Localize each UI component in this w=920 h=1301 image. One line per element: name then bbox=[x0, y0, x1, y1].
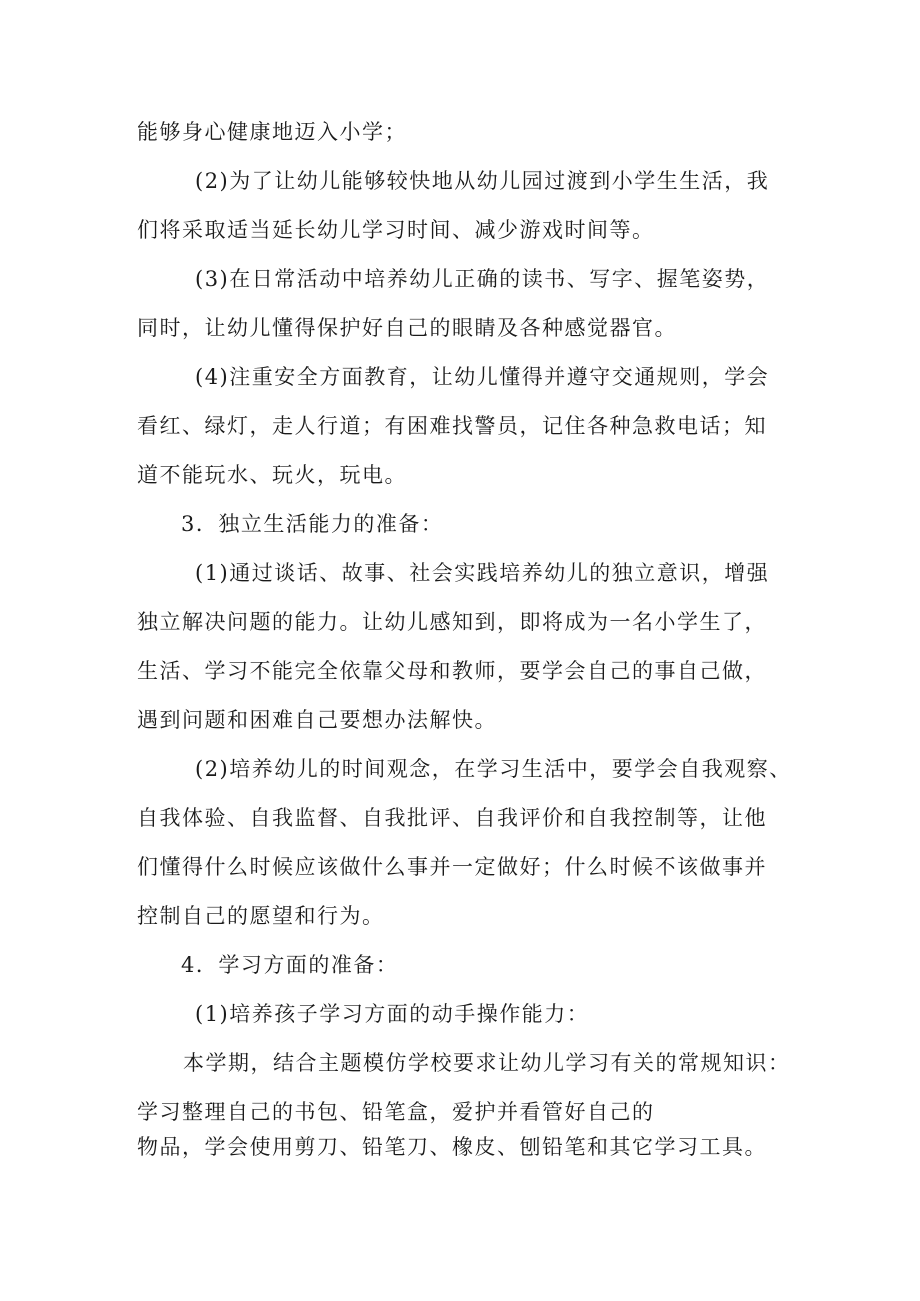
text-line: 控制自己的愿望和行为。 bbox=[137, 904, 385, 928]
text-line: 遇到问题和困难自己要想办法解快。 bbox=[137, 708, 497, 732]
text-line: 物品，学会使用剪刀、铅笔刀、橡皮、刨铅笔和其它学习工具。 bbox=[137, 1135, 767, 1159]
text-line: 看红、绿灯，走人行道；有困难找警员，记住各种急救电话；知 bbox=[137, 414, 767, 438]
text-line: 自我体验、自我监督、自我批评、自我评价和自我控制等，让他 bbox=[137, 806, 767, 830]
section-heading: 4．学习方面的准备： bbox=[181, 953, 399, 977]
text-line: (1)通过谈话、故事、社会实践培养幼儿的独立意识，增强 bbox=[195, 561, 770, 585]
text-line: (2)为了让幼儿能够较快地从幼儿园过渡到小学生生活，我 bbox=[195, 169, 770, 193]
text-line: 本学期，结合主题模仿学校要求让幼儿学习有关的常规知识： bbox=[183, 1051, 791, 1075]
text-line: (3)在日常活动中培养幼儿正确的读书、写字、握笔姿势， bbox=[195, 267, 770, 291]
section-heading: 3．独立生活能力的准备： bbox=[181, 512, 444, 536]
text-line: 们懂得什么时候应该做什么事并一定做好；什么时候不该做事并 bbox=[137, 855, 767, 879]
text-line: 能够身心健康地迈入小学； bbox=[137, 120, 407, 144]
text-line: (2)培养幼儿的时间观念，在学习生活中，要学会自我观察、 bbox=[195, 757, 792, 781]
text-line: 们将采取适当延长幼儿学习时间、减少游戏时间等。 bbox=[137, 218, 655, 242]
text-line: 独立解决问题的能力。让幼儿感知到，即将成为一名小学生了， bbox=[137, 610, 767, 634]
text-line: (1)培养孩子学习方面的动手操作能力： bbox=[195, 1002, 590, 1026]
text-line: (4)注重安全方面教育，让幼儿懂得并遵守交通规则，学会 bbox=[195, 365, 770, 389]
text-line: 学习整理自己的书包、铅笔盒，爱护并看管好自己的 bbox=[137, 1100, 655, 1124]
text-line: 道不能玩水、玩火，玩电。 bbox=[137, 463, 407, 487]
text-line: 生活、学习不能完全依靠父母和教师，要学会自己的事自己做， bbox=[137, 659, 767, 683]
text-line: 同时，让幼儿懂得保护好自己的眼睛及各种感觉器官。 bbox=[137, 316, 677, 340]
